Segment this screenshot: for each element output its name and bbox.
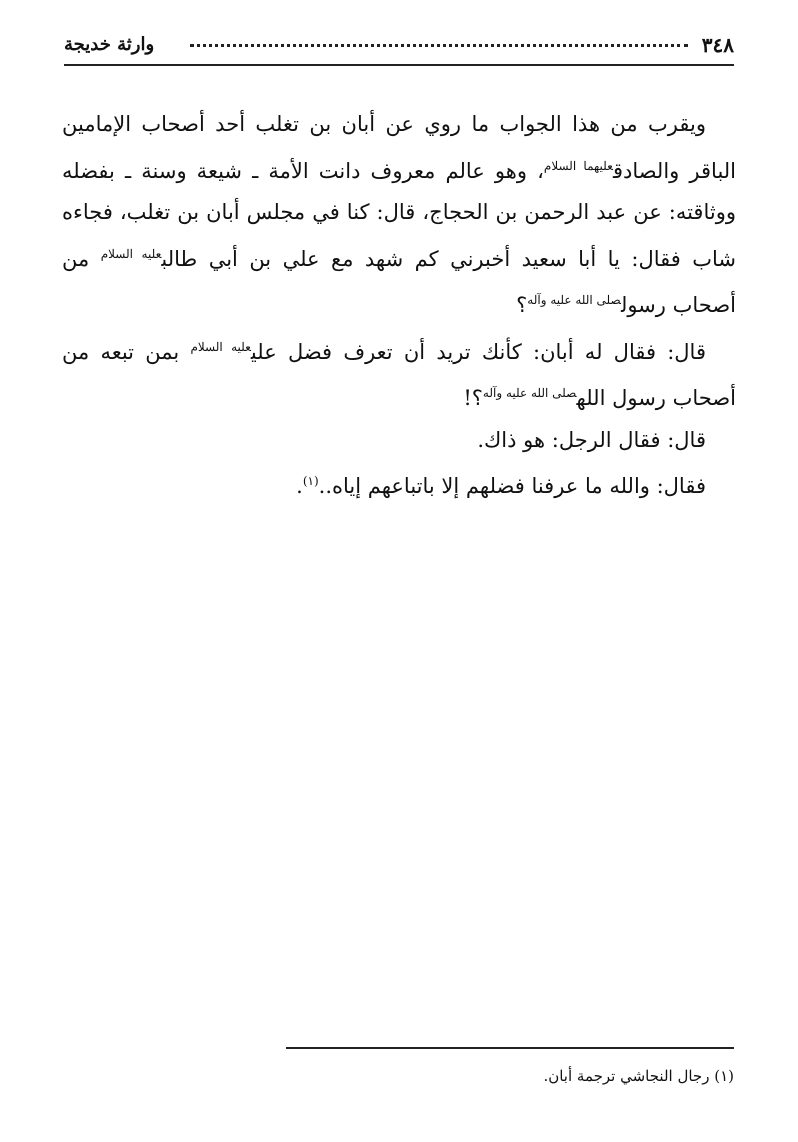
honorific: عليه السلام bbox=[100, 246, 162, 261]
footnote: (١) رجال النجاشي ترجمة أبان. bbox=[543, 1067, 734, 1085]
paragraph-1: ويقرب من هذا الجواب ما روي عن أبان بن تغلب أحد أصحاب الإمامين الباقر والصادق$^{عليهما السلام}$، وهو عالم معروف دانت الأمة ـ شيعة وسنة ـ بفضله ووثاقته: عن عبد الرحمن بن الحجاج، قال: كنا في مجلس أبان بن تغلب، فجاءه شاب فقال: يا أبا سعيد أخبرني كم شهد مع علي بن أبي طالب$^{عليه السلام}$ من أصحاب رسول$^{صلى الله عليه وآله}$؟ bbox=[62, 112, 737, 317]
honorific: صلى الله عليه وآله bbox=[482, 386, 577, 400]
header-divider bbox=[64, 64, 734, 66]
footnote-divider bbox=[286, 1047, 734, 1049]
main-text bbox=[62, 104, 736, 508]
page-number: ٣٤٨ bbox=[701, 33, 734, 57]
honorific: عليه السلام bbox=[190, 339, 251, 354]
book-title: وارثة خديجة bbox=[64, 34, 155, 55]
running-header bbox=[64, 30, 734, 62]
header-leader-dots bbox=[190, 44, 688, 47]
paragraph-2: قال: فقال له أبان: كأنك تريد أن تعرف فضل علي$^{عليه السلام}$ بمن تبعه من أصحاب رسول الله$^{صلى الله عليه وآله}$؟! bbox=[62, 339, 736, 410]
footnote-reference: (١) bbox=[302, 474, 319, 488]
honorific: عليهما السلام bbox=[543, 158, 613, 173]
paragraph-4: فقال: والله ما عرفنا فضلهم إلا باتباعهم إياه..$^{(١)}$. bbox=[296, 474, 706, 498]
paragraph-3: قال: فقال الرجل: هو ذاك. bbox=[477, 427, 706, 452]
honorific: صلى الله عليه وآله bbox=[527, 293, 621, 307]
